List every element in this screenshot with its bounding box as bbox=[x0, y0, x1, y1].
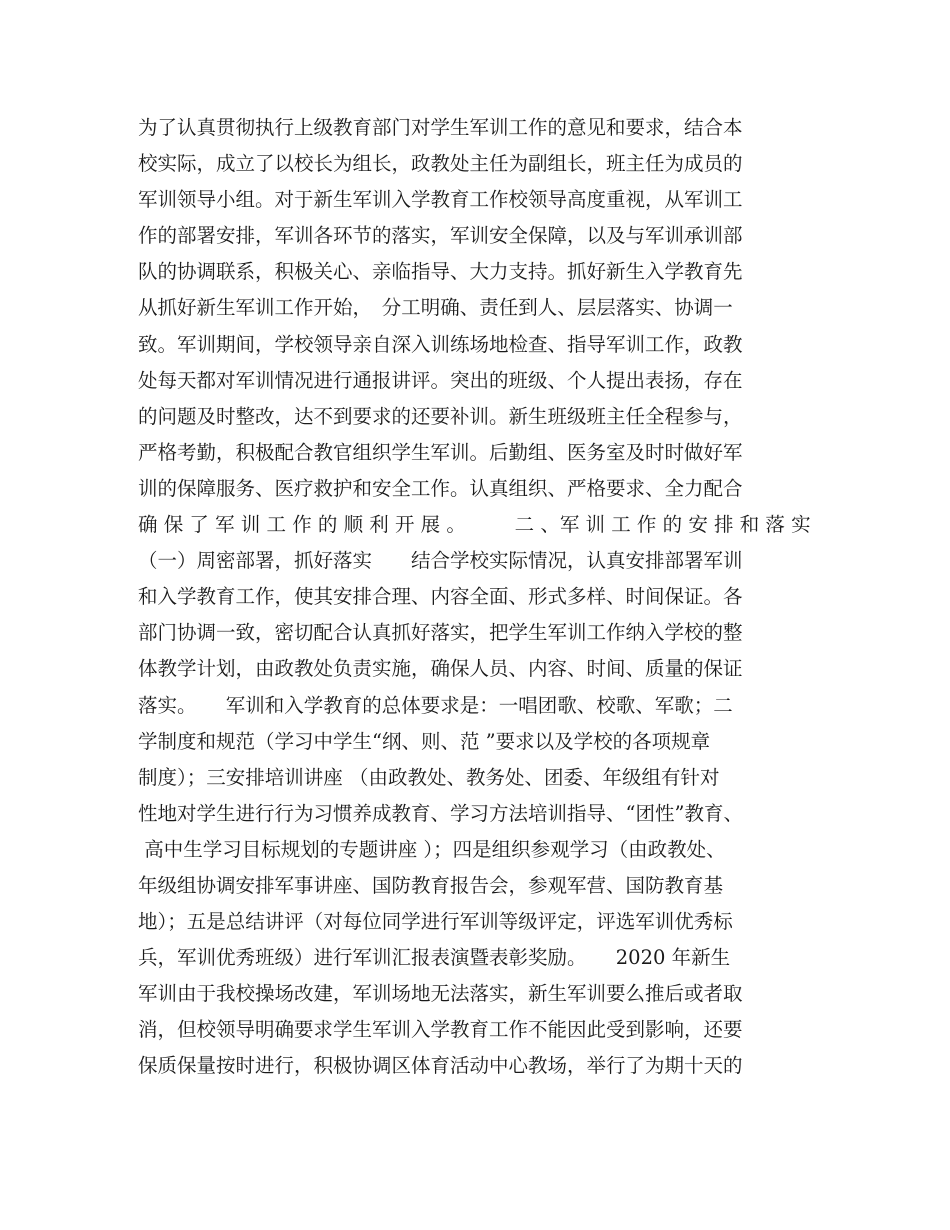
text-line: 作的部署安排，军训各环节的落实，军训安全保障，以及与军训承训部 bbox=[138, 224, 743, 248]
text-line: 队的协调联系，积极关心、亲临指导、大力支持。抓好新生入学教育先 bbox=[138, 260, 743, 284]
text-line: 性地对学生进行行为习惯养成教育、学习方法培训指导、“团性”教育、 bbox=[138, 801, 743, 825]
text-line: 体教学计划，由政教处负责实施，确保人员、内容、时间、质量的保证 bbox=[138, 657, 743, 681]
text-line: 的问题及时整改，达不到要求的还要补训。新生班级班主任全程参与， bbox=[138, 404, 743, 428]
text-line: 兵，军训优秀班级）进行军训汇报表演暨表彰奖励。 2020 年新生 bbox=[138, 946, 731, 970]
text-line: 部门协调一致，密切配合认真抓好落实，把学生军训工作纳入学校的整 bbox=[138, 621, 743, 645]
text-line: 保质保量按时进行，积极协调区体育活动中心教场，举行了为期十天的 bbox=[138, 1054, 743, 1078]
text-line: 和入学教育工作，使其安排合理、内容全面、形式多样、时间保证。各 bbox=[138, 585, 743, 609]
text-line: 落实。 军训和入学教育的总体要求是：一唱团歌、校歌、军歌；二 bbox=[138, 693, 733, 717]
text-line: 处每天都对军训情况进行通报讲评。突出的班级、个人提出表扬，存在 bbox=[138, 368, 743, 392]
text-line: 年级组协调安排军事讲座、国防教育报告会，参观军营、国防教育基 bbox=[138, 873, 724, 897]
text-line: 地）；五是总结讲评（对每位同学进行军训等级评定，评选军训优秀标 bbox=[138, 910, 733, 934]
text-line: 致。军训期间，学校领导亲自深入训练场地检查、指导军训工作，政教 bbox=[138, 332, 743, 356]
text-line: 军训由于我校操场改建，军训场地无法落实，新生军训要么推后或者取 bbox=[138, 982, 743, 1006]
text-line: 消，但校领导明确要求学生军训入学教育工作不能因此受到影响，还要 bbox=[138, 1018, 743, 1042]
text-line: 严格考勤，积极配合教官组织学生军训。后勤组、医务室及时时做好军 bbox=[138, 440, 743, 464]
text-line: 从抓好新生军训工作开始， 分工明确、责任到人、层层落实、协调一 bbox=[138, 296, 733, 320]
body-paragraph bbox=[138, 110, 818, 1085]
text-line: 为了认真贯彻执行上级教育部门对学生军训工作的意见和要求，结合本 bbox=[138, 116, 743, 139]
text-line: 确 保 了 军 训 工 作 的 顺 利 开 展 。 二 、军 训 工 作 的 安 排 和 落 实 bbox=[138, 513, 811, 537]
text-line: 制度）；三安排培训讲座 （由政教处、教务处、团委、年级组有针对 bbox=[138, 765, 720, 789]
text-line: 军训领导小组。对于新生军训入学教育工作校领导高度重视，从军训工 bbox=[138, 188, 743, 212]
text-line: 校实际，成立了以校长为组长，政教处主任为副组长，班主任为成员的 bbox=[138, 152, 743, 176]
text-line: （一）周密部署，抓好落实 结合学校实际情况，认真安排部署军训 bbox=[138, 549, 743, 573]
text-line: 高中生学习目标规划的专题讲座 ）；四是组织参观学习（由政教处、 bbox=[138, 837, 726, 861]
text-line: 学制度和规范（学习中学生“纲、则、范 ”要求以及学校的各项规章 bbox=[138, 729, 711, 753]
text-line: 训的保障服务、医疗救护和安全工作。认真组织、严格要求、全力配合 bbox=[138, 476, 743, 500]
